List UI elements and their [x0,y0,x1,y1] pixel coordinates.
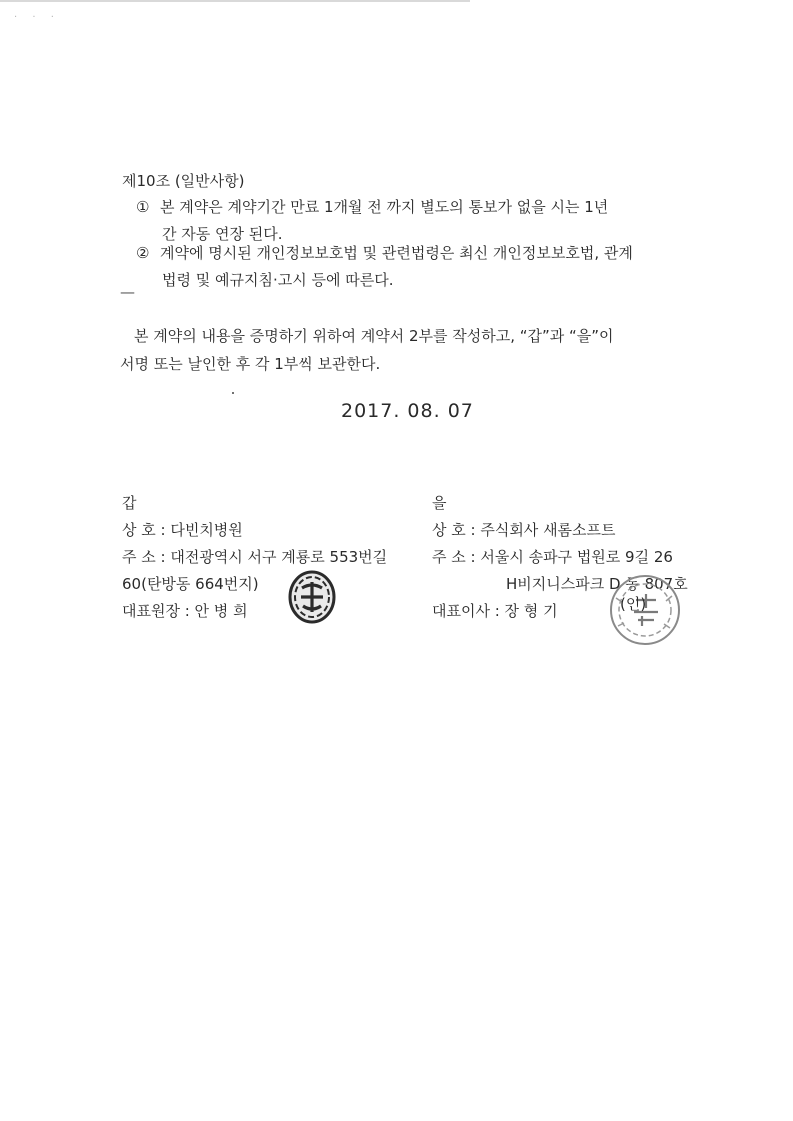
scan-artifact-dots: · · · [14,12,60,23]
party-b-address2: H비지니스파크 D 동 807호 [506,575,688,593]
party-b-label: 을 [432,494,447,512]
scan-edge-line [0,0,470,2]
item-text-line2: 간 자동 연장 된다. [162,225,283,243]
item-text-line2: 법령 및 예규지침·고시 등에 따른다. [162,271,394,289]
party-a-company: 상 호 : 다빈치병원 [122,521,243,539]
scan-speck [232,392,234,394]
party-a-seal-stamp [287,570,337,624]
closing-line2: 서명 또는 날인한 후 각 1부씩 보관한다. [120,355,381,373]
party-a-block [122,490,387,623]
party-a-address2: 60(탄방동 664번지) [122,575,259,593]
article-title: 제10조 (일반사항) [122,172,245,190]
section-dash: — [120,283,135,301]
party-b-representative: 대표이사 : 장 형 기 [432,602,558,620]
contract-date: 2017. 08. 07 [341,400,474,422]
item-text-line1: 계약에 명시된 개인정보보호법 및 관련법령은 최신 개인정보보호법, 관계 [160,244,633,262]
party-a-address1: 주 소 : 대전광역시 서구 계룡로 553번길 [122,548,388,566]
item-number: ① [136,198,150,216]
article-item-2 [136,240,633,294]
party-b-seal-mark: (인) [620,595,647,613]
party-a-label: 갑 [122,494,137,512]
party-b-address1: 주 소 : 서울시 송파구 법원로 9길 26 [432,548,673,566]
party-a-representative: 대표원장 : 안 병 희 [122,602,248,620]
item-text-line1: 본 계약은 계약기간 만료 1개월 전 까지 별도의 통보가 없을 시는 1년 [160,198,609,216]
closing-line1: 본 계약의 내용을 증명하기 위하여 계약서 2부를 작성하고, “갑”과 “을”이 [134,327,614,345]
closing-paragraph [120,322,614,378]
item-number: ② [136,244,150,262]
party-b-company: 상 호 : 주식회사 새롬소프트 [432,521,616,539]
